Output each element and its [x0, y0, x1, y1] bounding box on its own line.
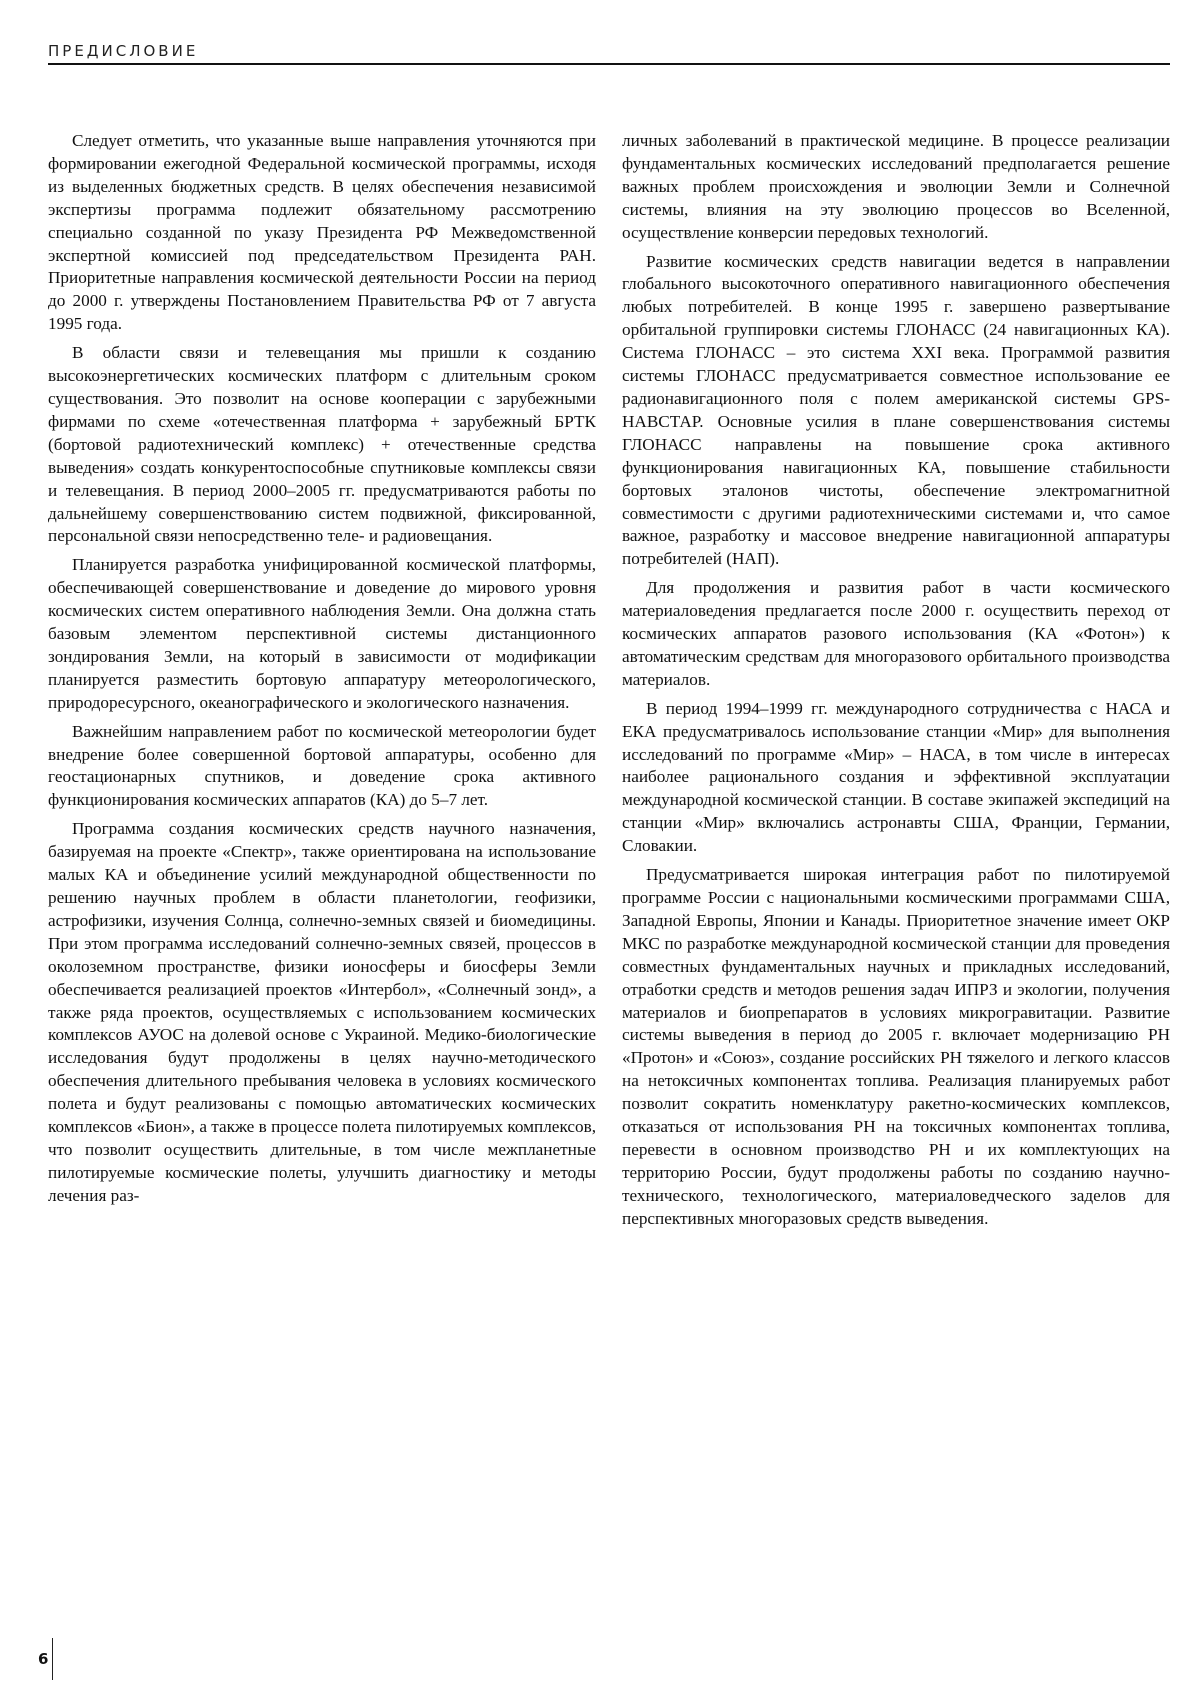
section-title: ПРЕДИСЛОВИЕ	[48, 42, 199, 60]
paragraph: В период 1994–1999 гг. международного сотрудничества с НАСА и ЕКА предусматривалось использование станции «Мир» для выполнения исследований по программе «Мир» – НАСА, в том числе в интересах наиболее рационального создания и эффективной эксплуатации международной космической станции. В составе экипажей экспедиций на станции «Мир» включались астронавты США, Франции, Германии, Словакии.	[622, 698, 1170, 856]
page-number: 6	[38, 1650, 49, 1668]
paragraph: Предусматривается широкая интеграция работ по пилотируемой программе России с национальными космическими программами США, Западной Европы, Японии и Канады. Приоритетное значение имеет ОКР МКС по разработке международной космической станции для проведения совместных фундаментальных научных и прикладных исследований, отработки средств и методов решения задач ИПРЗ и экологии, получения материалов и биопрепаратов в условиях микрогравитации. Развитие системы выведения в период до 2005 г. включает модернизацию РН «Протон» и «Союз», создание российских РН тяжелого и легкого классов на нетоксичных компонентах топлива. Реализация планируемых работ позволит сократить номенклатуру ракетно-космических комплексов, отказаться от использования РН на токсичных компонентах топлива, перевести в основном производство РН и их комплектующих на территорию России, будут продолжены работы по созданию научно-технического, технологического, материаловедческого заделов для перспективных многоразовых средств выведения.	[622, 865, 1170, 1228]
paragraph: Развитие космических средств навигации ведется в направлении глобального высокоточного оперативного навигационного обеспечения любых потребителей. В конце 1995 г. завершено развертывание орбитальной группировки системы ГЛОНАСС (24 навигационных КА). Система ГЛОНАСС – это система XXI века. Программой развития системы ГЛОНАСС предусматривается совместное использование ее радионавигационного поля с полем американской системы GPS-НАВСТАР. Основные усилия в плане совершенствования системы ГЛОНАСС направлены на повышение срока активного функционирования навигационных КА, повышение стабильности бортовых эталонов чистоты, обеспечение электромагнитной совместимости с другими радиотехническими системами и, что самое важное, разработку и массовое внедрение навигационной аппаратуры потребителей (НАП).	[622, 251, 1170, 569]
running-header	[48, 42, 1170, 65]
paragraph: Программа создания космических средств научного назначения, базируемая на проекте «Спектр», также ориентирована на использование малых КА и объединение усилий международной общественности по решению научных проблем в области планетологии, геофизики, астрофизики, изучения Солнца, солнечно-земных связей и биомедицины. При этом программа исследований солнечно-земных связей, процессов в околоземном пространстве, физики ионосферы и биосферы Земли обеспечивается реализацией проектов «Интербол», «Солнечный зонд», а также ряда проектов, осуществляемых с использованием космических комплексов АУОС на долевой основе с Украиной. Медико-биологические исследования будут продолжены в целях научно-методического обеспечения длительного пребывания человека в условиях космического полета и будут реализованы с помощью автоматических космических комплексов «Бион», а также в процессе полета пилотируемых комплексов, что позволит осуществить длительные, в том числе межпланетные пилотируемые космические полеты, улучшить диагностику и методы лечения раз-	[48, 819, 596, 1205]
right-column	[622, 130, 1170, 1237]
paragraph: Для продолжения и развития работ в части космического материаловедения предлагается после 2000 г. осуществить переход от космических аппаратов разового использования (КА «Фотон») к автоматическим средствам для многоразового орбитального производства материалов.	[622, 578, 1170, 689]
page-footer	[38, 1638, 53, 1680]
left-column	[48, 130, 596, 1237]
text-columns	[48, 130, 1170, 1237]
page-number-rule	[52, 1638, 53, 1680]
paragraph: Следует отметить, что указанные выше направления уточняются при формировании ежегодной Федеральной космической программы, исходя из выделенных бюджетных средств. В целях обеспечения независимой экспертизы программа подлежит обязательному рассмотрению специально созданной по указу Президента РФ Межведомственной экспертной комиссией под председательством Президента РАН. Приоритетные направления космической деятельности России на период до 2000 г. утверждены Постановлением Правительства РФ от 7 августа 1995 года.	[48, 131, 596, 334]
paragraph: Важнейшим направлением работ по космической метеорологии будет внедрение более совершенной бортовой аппаратуры, особенно для геостационарных спутников, и доведение срока активного функционирования космических аппаратов (КА) до 5–7 лет.	[48, 721, 596, 810]
paragraph: личных заболеваний в практической медицине. В процессе реализации фундаментальных космических исследований предполагается решение важных проблем происхождения и эволюции Земли и Солнечной системы, влияния на эту эволюцию процессов во Вселенной, осуществление конверсии передовых технологий.	[622, 131, 1170, 242]
paragraph: Планируется разработка унифицированной космической платформы, обеспечивающей совершенствование и доведение до мирового уровня космических систем оперативного наблюдения Земли. Она должна стать базовым элементом перспективной системы дистанционного зондирования Земли, на который в зависимости от модификации планируется разместить бортовую аппаратуру метеорологического, природоресурсного, океанографического и экологического назначения.	[48, 555, 596, 712]
paragraph: В области связи и телевещания мы пришли к созданию высокоэнергетических космических платформ с длительным сроком существования. Это позволит на основе кооперации с зарубежными фирмами по схеме «отечественная платформа + зарубежный БРТК (бортовой радиотехнический комплекс) + отечественные средства выведения» создать конкурентоспособные спутниковые комплексы связи и телевещания. В период 2000–2005 гг. предусматриваются работы по дальнейшему совершенствованию систем подвижной, фиксированной, персональной связи непосредственно теле- и радиовещания.	[48, 343, 596, 546]
